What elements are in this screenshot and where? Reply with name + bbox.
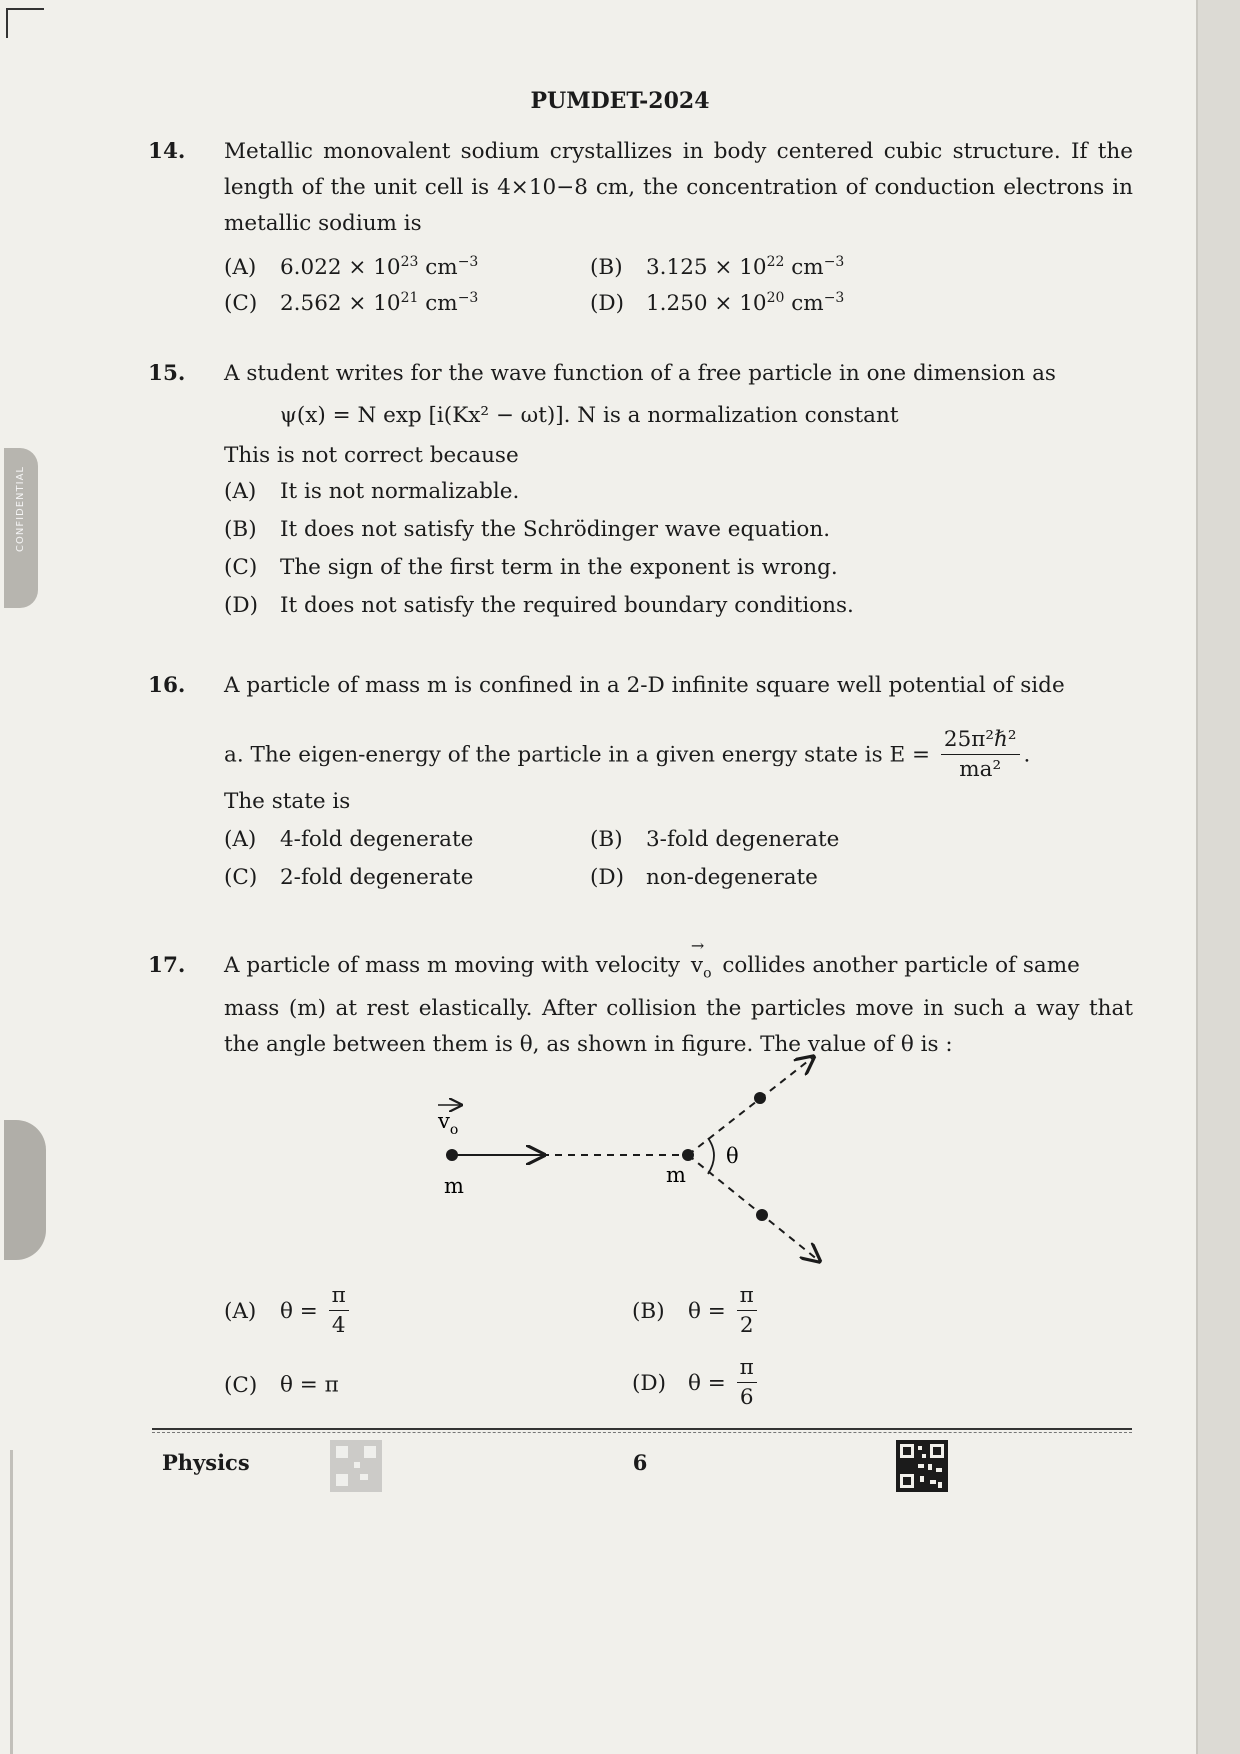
mass-label-right: m — [666, 1163, 686, 1187]
moving-particle — [446, 1149, 458, 1161]
option-b[interactable]: (B) θ = $\frac{\pi}{2}$ — [632, 1282, 761, 1341]
question-text: Metallic monovalent sodium crystallizes in body centered cubic structure. If the length of the unit cell is 4×10−8 cm, the concentration of conduction electrons in metallic sodium is — [224, 139, 1133, 236]
mass-label-left: m — [444, 1174, 464, 1198]
question-16-energy-line: a. The eigen-energy of the particle in a given energy state is E = $\frac{\text{25π²ℏ²}}{\text{ma²}}$ . — [224, 726, 1030, 785]
theta-label: θ — [726, 1144, 739, 1168]
scatter-path-up — [688, 1058, 812, 1155]
option-b[interactable]: (B) 3-fold degenerate — [590, 827, 840, 852]
option-b[interactable]: (B) It does not satisfy the Schrödinger wave equation. — [224, 517, 831, 542]
binding-edge — [10, 1450, 13, 1754]
question-number: 17. — [148, 953, 186, 978]
option-a[interactable]: (A) θ = $\frac{\pi}{4}$ — [224, 1282, 353, 1341]
question-16 — [148, 668, 1133, 704]
options-grid — [224, 820, 1133, 896]
option-d[interactable]: (D) θ = $\frac{\pi}{6}$ — [632, 1354, 761, 1413]
scattered-particle-1 — [754, 1092, 766, 1104]
page-edge-shadow — [1198, 0, 1240, 1754]
options-list — [224, 474, 1133, 626]
option-c[interactable]: (C) The sign of the first term in the exponent is wrong. — [224, 555, 838, 580]
corner-mark — [6, 8, 44, 38]
option-a[interactable]: (A) It is not normalizable. — [224, 479, 520, 504]
footer-rule — [152, 1428, 1132, 1430]
angle-arc — [708, 1138, 714, 1174]
question-16-options — [148, 784, 1133, 896]
question-number: 16. — [148, 673, 186, 698]
option-d[interactable]: (D) non-degenerate — [590, 865, 818, 890]
footer-rule-dashed — [152, 1432, 1132, 1433]
option-c[interactable]: (C) $2.562 \times 10^{21}$ $cm^{-3}$ — [224, 289, 479, 316]
question-lead: This is not correct because — [224, 443, 519, 468]
scattered-particle-2 — [756, 1209, 768, 1221]
footer-subject: Physics — [162, 1450, 250, 1475]
option-a[interactable]: (A) 4-fold degenerate — [224, 827, 474, 852]
option-d[interactable]: (D) $1.250 \times 10^{20}$ $cm^{-3}$ — [590, 289, 845, 316]
seal-stamp — [4, 1120, 46, 1260]
option-d[interactable]: (D) It does not satisfy the required boundary conditions. — [224, 593, 854, 618]
scatter-path-down — [688, 1155, 818, 1260]
question-text-line2: a. The eigen-energy of the particle in a given energy state is E = — [224, 742, 931, 768]
page-header: PUMDET-2024 — [530, 88, 710, 114]
option-c[interactable]: (C) θ = π — [224, 1372, 339, 1398]
option-c[interactable]: (C) 2-fold degenerate — [224, 865, 474, 890]
question-lead: The state is — [224, 789, 351, 814]
velocity-label: $v_o$ — [438, 1109, 459, 1138]
velocity-vector: → $v_o$ — [690, 936, 712, 982]
energy-fraction: $\frac{\text{25π²ℏ²}}{\text{ma²}}$ — [941, 726, 1020, 785]
collision-diagram — [430, 1050, 850, 1270]
question-15 — [148, 356, 1133, 626]
question-text-line2: mass (m) at rest elastically. After collision the particles move in such a way that the angle between them is θ, as shown in figure. The value of θ is : — [224, 996, 1133, 1058]
question-text-line1: A particle of mass m moving with velocity → $v_o$ collides another particle of same — [224, 948, 1133, 991]
question-text: A student writes for the wave function of a free particle in one dimension as — [224, 361, 1056, 386]
question-number: 15. — [148, 361, 186, 386]
confidential-stamp: CONFIDENTIAL — [4, 448, 38, 608]
page-number: 6 — [632, 1450, 648, 1475]
qr-code — [896, 1440, 948, 1492]
question-number: 14. — [148, 139, 186, 164]
option-b[interactable]: (B) $3.125 \times 10^{22}$ $cm^{-3}$ — [590, 253, 845, 280]
question-14 — [148, 134, 1133, 324]
question-17 — [148, 936, 1133, 1063]
option-a[interactable]: (A) $6.022 \times 10^{23}$ $cm^{-3}$ — [224, 253, 479, 280]
qr-code-faint — [330, 1440, 382, 1492]
wave-function-equation: ψ(x) = N exp [i(Kx² − ωt)]. N is a normalization constant — [280, 403, 899, 428]
question-text-line1: A particle of mass m is confined in a 2-D infinite square well potential of side — [224, 673, 1065, 698]
options-grid — [224, 250, 1133, 324]
